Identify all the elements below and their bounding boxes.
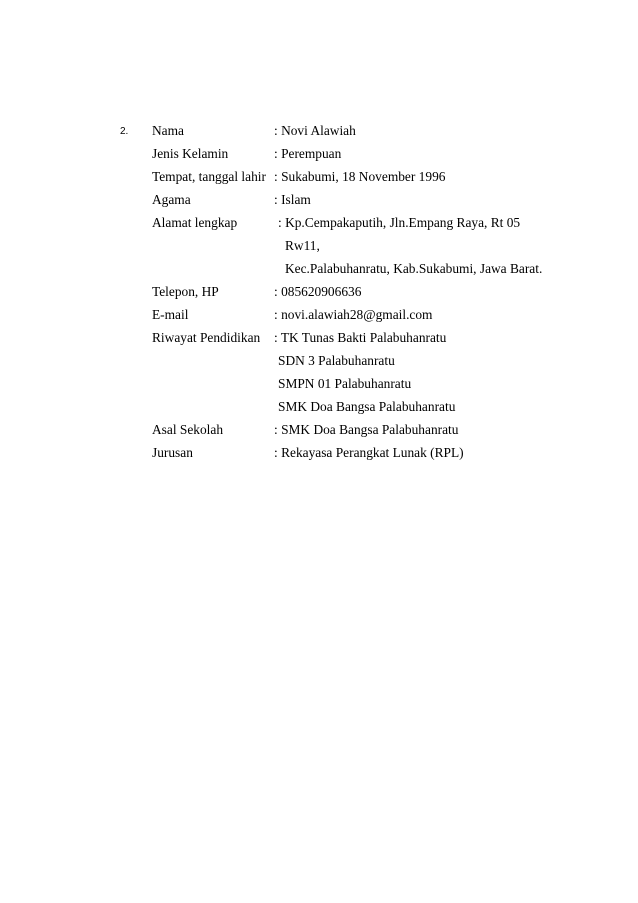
alamat-line-3: Kec.Palabuhanratu, Kab.Sukabumi, Jawa Barat. bbox=[285, 261, 543, 276]
field-label-telepon: Telepon, HP bbox=[152, 284, 219, 299]
field-value-nama: : Novi Alawiah bbox=[274, 123, 356, 138]
alamat-line-2: Rw11, bbox=[285, 238, 320, 253]
field-label-agama: Agama bbox=[152, 192, 191, 207]
field-value-telepon: : 085620906636 bbox=[274, 284, 362, 299]
field-value-alamat-lengkap: : Kp.Cempakaputih, Jln.Empang Raya, Rt 05 bbox=[278, 215, 521, 230]
field-value-agama: : Islam bbox=[274, 192, 311, 207]
field-label-nama: Nama bbox=[152, 123, 184, 138]
field-label-alamat-lengkap: Alamat lengkap bbox=[152, 215, 238, 230]
field-value-email: : novi.alawiah28@gmail.com bbox=[274, 307, 433, 322]
field-label-tempat-tanggal-lahir: Tempat, tanggal lahir bbox=[152, 169, 266, 184]
field-value-riwayat-pendidikan: : TK Tunas Bakti Palabuhanratu bbox=[274, 330, 447, 345]
field-value-tempat-tanggal-lahir: : Sukabumi, 18 November 1996 bbox=[274, 169, 446, 184]
field-label-email: E-mail bbox=[152, 307, 189, 322]
item-number: 2. bbox=[120, 126, 129, 137]
field-label-asal-sekolah: Asal Sekolah bbox=[152, 422, 224, 437]
field-value-asal-sekolah: : SMK Doa Bangsa Palabuhanratu bbox=[274, 422, 459, 437]
field-label-jurusan: Jurusan bbox=[152, 445, 193, 460]
pendidikan-line-2: SDN 3 Palabuhanratu bbox=[278, 353, 395, 368]
field-label-riwayat-pendidikan: Riwayat Pendidikan bbox=[152, 330, 261, 345]
field-value-jurusan: : Rekayasa Perangkat Lunak (RPL) bbox=[274, 445, 464, 460]
field-label-jenis-kelamin: Jenis Kelamin bbox=[152, 146, 229, 161]
field-value-jenis-kelamin: : Perempuan bbox=[274, 146, 342, 161]
pendidikan-line-4: SMK Doa Bangsa Palabuhanratu bbox=[278, 399, 456, 414]
pendidikan-line-3: SMPN 01 Palabuhanratu bbox=[278, 376, 412, 391]
